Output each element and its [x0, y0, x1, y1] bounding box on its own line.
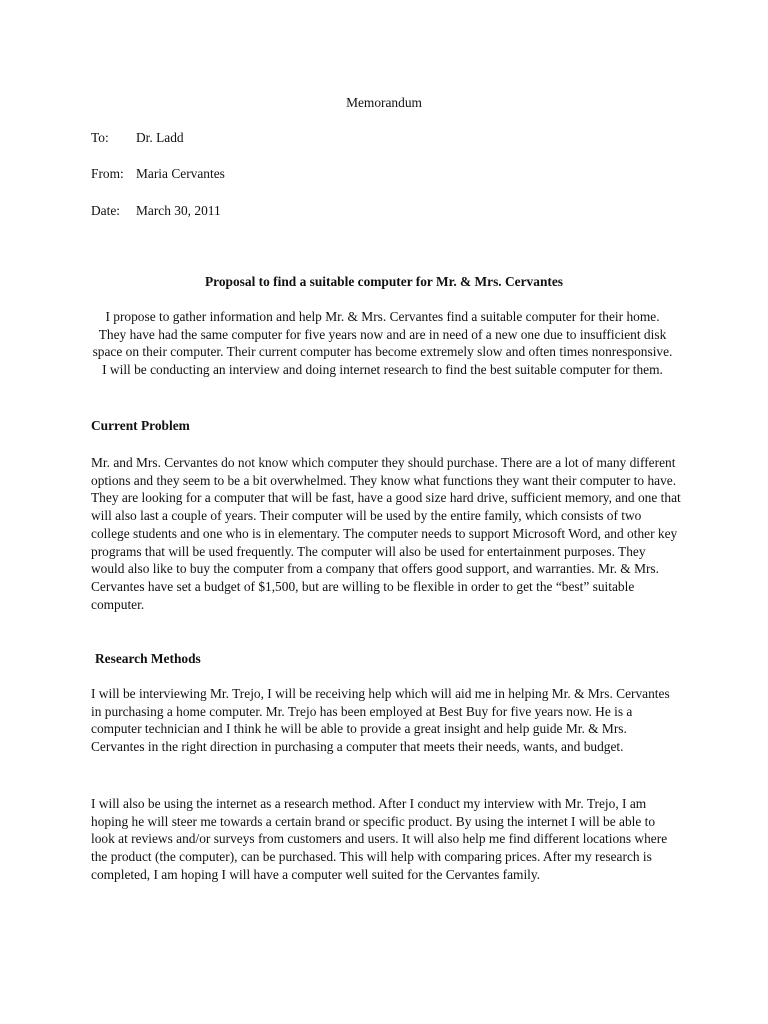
- memo-from-row: [91, 165, 225, 183]
- memo-from-value: Maria Cervantes: [136, 166, 225, 181]
- current-problem-paragraph: Mr. and Mrs. Cervantes do not know which computer they should purchase. There are a lot of many different options and they seem to be a bit overwhelmed. They know what functions they want their computer to have. They are looking for a computer that will be fast, have a good size hard drive, sufficient memory, and one that will also last a couple of years. Their computer will be used by the entire family, which consists of two college students and one who is in elementary. The computer needs to support Microsoft Word, and other key programs that will be used frequently. The computer will also be used for entertainment purposes. They would also like to buy the computer from a company that offers good support, and warranties. Mr. & Mrs. Cervantes have set a budget of $1,500, but are willing to be flexible in order to get the “best” suitable computer.: [91, 455, 681, 612]
- research-methods-paragraph-2: I will also be using the internet as a research method. After I conduct my interview with Mr. Trejo, I am hoping he will steer me towards a certain brand or specific product. By using the internet I will be able to look at reviews and/or surveys from customers and users. It will also help me find different locations where the product (the computer), can be purchased. This will help with comparing prices. After my research is completed, I am hoping I will have a computer well suited for the Cervantes family.: [91, 796, 668, 882]
- research-methods-heading: Research Methods: [95, 651, 201, 666]
- proposal-title: Proposal to find a suitable computer for Mr. & Mrs. Cervantes: [204, 274, 564, 289]
- memo-date-row: [91, 202, 221, 220]
- memo-date-value: March 30, 2011: [136, 203, 221, 218]
- proposal-intro-paragraph: I propose to gather information and help Mr. & Mrs. Cervantes find a suitable computer for their home. They have had the same computer for five years now and are in need of a new one due to insufficient disk space on their computer. Their current computer has become extremely slow and often times nonresponsive. I will be conducting an interview and doing internet research to find the best suitable computer for them.: [92, 309, 673, 377]
- memo-to-label: To:: [91, 130, 109, 145]
- memo-to-value: Dr. Ladd: [136, 130, 184, 145]
- current-problem-heading: Current Problem: [91, 418, 190, 433]
- memo-title: Memorandum: [346, 95, 422, 110]
- research-methods-paragraph-1: I will be interviewing Mr. Trejo, I will be receiving help which will aid me in helping Mr. & Mrs. Cervantes in purchasing a home computer. Mr. Trejo has been employed at Best Buy for five years now. He is a computer technician and I think he will be able to provide a great insight and help guide Mr. & Mrs. Cervantes in the right direction in purchasing a computer that meets their needs, wants, and budget.: [91, 686, 670, 755]
- memo-from-label: From:: [91, 166, 124, 181]
- memo-date-label: Date:: [91, 203, 120, 218]
- memo-to-row: [91, 129, 184, 147]
